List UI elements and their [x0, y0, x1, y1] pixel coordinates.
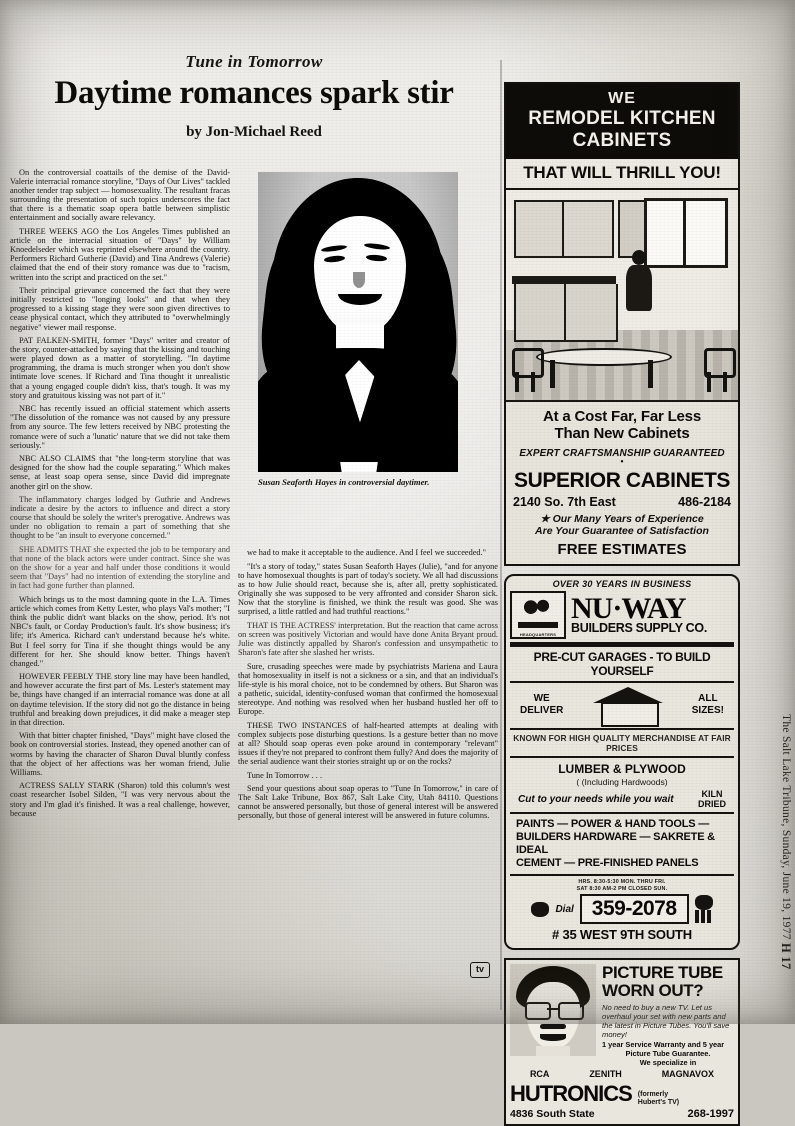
- chair-illustration: [704, 348, 730, 392]
- nuway-garage-row: [510, 683, 734, 730]
- ad-nuway-builders-supply[interactable]: [504, 574, 740, 950]
- paragraph: SHE ADMITS THAT she expected the job to be temporary and that none of the black actors were under contract. Since she was on the show for a year and half under those conditions it would seem that "Days" had no intention of extending the storyline and in fact had gone further than planned.: [10, 545, 230, 591]
- paragraph: ACTRESS SALLY STARK (Sharon) told this column's west coast researcher Isobel Silden, "I was very nervous about the story and I'm glad it's finished. It was a real challenge, however, because: [10, 781, 230, 818]
- folio-page-number: H 17: [779, 943, 793, 970]
- nuway-hardwoods-note: ( (Including Hardwoods): [576, 777, 668, 787]
- cabinet-experience-line2: Are Your Guarantee of Satisfaction: [535, 525, 709, 537]
- cabinet-experience-line1: ★ Our Many Years of Experience: [540, 513, 704, 525]
- brand-magnavox: MAGNAVOX: [661, 1069, 715, 1080]
- hutronics-contact-row: [510, 1108, 734, 1120]
- paragraph: THAT IS THE ACTRESS' interpretation. But the reaction that came across on screen was positively Victorian and would have done Anita Bryant proud. Julie was distinctly appalled by Sharon's confession and unsympathetic to Sharon's fate after she slashed her wrists.: [238, 620, 498, 657]
- cabinet-dot-divider: •: [620, 457, 624, 468]
- article-body: [10, 168, 510, 968]
- hutronics-formerly-line1: (formerly: [637, 1091, 669, 1099]
- paragraph: PAT FALKEN-SMITH, former "Days" writer and creator of the story, counter-attacked by saying that the kissing and touching were played down as a matter of storytelling. "In daytime programming, the drama is much stronger when you don't show intimate love scenes. If Richard and Tina thought it unrealistic that a young engaged couple didn't kiss, that's tough. It was my story and gratuitous kissing was not part of it.": [10, 336, 230, 400]
- nuway-street-address: # 35 WEST 9TH SOUTH: [552, 927, 692, 943]
- cabinet-phone[interactable]: 486-2184: [678, 495, 731, 509]
- photo-caption: Susan Seaforth Hayes in controversial daytimer.: [258, 477, 430, 487]
- nuway-list-line2: BUILDERS HARDWARE — SAKRETE & IDEAL: [516, 831, 715, 856]
- hutronics-brand-list: [510, 1069, 734, 1079]
- hutronics-formerly-line2: Hubert's TV): [637, 1099, 680, 1107]
- cabinet-experience-block: [506, 511, 738, 539]
- hutronics-formerly: [638, 1091, 679, 1107]
- paragraph: HOWEVER FEEBLY THE story line may have been handled, and however accurate the first part of Ms. Lester's statement may be, things have changed if an interracial romance was done at all on daytime television. If the story did not go the distance in being truthful and breaking down prejudices, it did make a meager step in that direction.: [10, 672, 230, 727]
- cabinet-line-remodel: REMODEL KITCHEN: [528, 108, 716, 129]
- nuway-deliver-block: [520, 693, 563, 717]
- tv-logo-icon: tv: [470, 962, 490, 978]
- nuway-kiln-line1: KILN: [701, 789, 723, 799]
- nuway-deliver-line1: WE: [533, 693, 550, 704]
- cabinet-line-we: WE: [608, 90, 636, 107]
- ad-hutronics[interactable]: [504, 958, 740, 1126]
- nuway-hours-line2: SAT 8:30 AM-2 PM CLOSED SUN.: [576, 885, 668, 892]
- nuway-dial-row: [506, 894, 738, 926]
- nuway-sizes-line2: SIZES!: [691, 705, 724, 716]
- paragraph: NBC ALSO CLAIMS that "the long-term storyline that was designed for the show had the couple separating." Which makes sense, at least soap opera sense, since David did impregnate another girl on the show.: [10, 454, 230, 491]
- nuway-lumber-heading: LUMBER & PLYWOOD: [558, 762, 686, 776]
- hutronics-warranty-line1: 1 year Service Warranty and 5 year: [602, 1040, 725, 1050]
- table-illustration: [536, 348, 668, 386]
- nuway-list-line1: PAINTS — POWER & HAND TOOLS —: [516, 818, 710, 830]
- person-figure-icon: [624, 250, 654, 328]
- nuway-logo-row: [506, 591, 738, 642]
- byline: by Jon-Michael Reed: [186, 124, 322, 141]
- nuway-precut-garages: PRE-CUT GARAGES - TO BUILD YOURSELF: [510, 647, 734, 683]
- nuway-hours: [506, 876, 738, 894]
- hutronics-warranty-line2: Picture Tube Guarantee.: [625, 1048, 711, 1058]
- nuway-business-name: NU·WAY: [571, 592, 686, 625]
- ad-superior-cabinets[interactable]: [504, 82, 740, 566]
- advertisement-rail: [504, 82, 740, 1126]
- nuway-deliver-line2: DELIVER: [520, 705, 564, 716]
- cabinet-craftsmanship-line: EXPERT CRAFTSMANSHIP GUARANTEED: [519, 448, 725, 459]
- cabinet-business-name: SUPERIOR CABINETS: [513, 469, 731, 492]
- hutronics-warranty: [602, 1041, 734, 1058]
- brand-zenith: ZENITH: [589, 1069, 622, 1080]
- nuway-sizes-line1: ALL: [698, 693, 718, 704]
- decorative-grid-icon: [695, 910, 713, 923]
- nuway-phone[interactable]: 359-2078: [580, 894, 689, 924]
- paragraph: Send your questions about soap operas to "Tune In Tomorrow," in care of The Salt Lake Tribune, Box 867, Salt Lake City, Utah 84110. Questions cannot be answered personally, but those of general interest will be answered personally, but those of general interest will be answered in future columns.: [238, 784, 498, 821]
- article-column-1: [10, 168, 230, 822]
- paragraph: Which brings us to the most damning quote in the L.A. Times article which comes from Ketty Lester, who plays Val's mother; "I think the public didn't want blacks on the show, period. It's not NBC's fault, or Corday Production's fault. It's show business; it's life; it's America. Richard can't understand because he's white. But I feel sorry for Tina if she thought things would be any different for her. She should know better. Things haven't changed.": [10, 595, 230, 668]
- hutronics-headline-line2: WORN OUT?: [602, 981, 704, 1001]
- paragraph: "It's a story of today," states Susan Seaforth Hayes (Julie), "and for anyone to have homosexual thoughts is part of today's society. We all had discussions as to how Julie should react, because she is, after all, pretty sophisticated. Originally she was supposed to be very affronted and consider Sharon sick. Now that the storyline is finished, we think the result was good. She was surprised, a little rattled and had truthful reactions.": [238, 561, 498, 617]
- hutronics-top-row: [510, 964, 734, 1067]
- nuway-cut-row: [510, 789, 734, 814]
- nuway-product-list: [510, 814, 734, 876]
- nuway-headquarters-badge-icon: [510, 591, 566, 639]
- nuway-over-30-years: OVER 30 YEARS IN BUSINESS: [552, 579, 692, 589]
- paragraph: we had to make it acceptable to the audience. And I feel we succeeded.": [247, 548, 487, 557]
- cabinet-free-estimates: FREE ESTIMATES: [557, 541, 687, 558]
- paragraph: THESE TWO INSTANCES of half-hearted attempts at dealing with complex subjects pose disturbing questions. Is a gesture better than no move at all? Should soap operas even poke around in contemporary "relevant" issues if they're not prepared to confront them fully? And does the majority of the serial audience want their stories straight up or on the rocks?: [238, 720, 498, 766]
- cabinet-line-cabinets: CABINETS: [572, 130, 672, 151]
- hutronics-business-name: HUTRONICS: [510, 1081, 632, 1107]
- paragraph: Their principal grievance concerned the fact that they were initially restricted to "longing looks" and that when they progressed to a kissing stage they were soon given directives to cease physical contact, which they attributed to "overwhelmingly negative" viewer mail response.: [10, 286, 230, 332]
- paragraph: Sure, crusading speeches were made by psychiatrists Mariena and Laura that homosexuality in itself is not a sickness or a sin, and that an individual's life-style is his moral choice, not to be condemned by others. But Sharon was a pathetic, suicidal, identity-confused woman that confirmed the homosexual stereotype. And nothing was resolved when her husband hustled her off to Europe.: [238, 661, 498, 716]
- decorative-blob-icon: [695, 895, 713, 910]
- nuway-quality-line: KNOWN FOR HIGH QUALITY MERCHANDISE AT FAIR PRICES: [510, 730, 734, 758]
- hutronics-phone[interactable]: 268-1997: [687, 1108, 734, 1121]
- paragraph: NBC has recently issued an official statement which asserts "The dissolution of the romance was not caused by any pressure from any source. The few letters received by NBC protesting the romance were of such a 'lunatic' nature that we did not take them seriously.": [10, 404, 230, 450]
- hutronics-address: 4836 South State: [510, 1108, 595, 1121]
- paragraph: THREE WEEKS AGO the Los Angeles Times published an article on the interracial situation of "Days" by William Knoedelseder which was reprinted elsewhere around the country. Performers Richard Gutherie (David) and Tina Andrews (Valerie) claimed that the end of their story romance was due to "racism, written into the script and practiced on the set.": [10, 227, 230, 282]
- nuway-kiln-dried: [698, 789, 726, 809]
- cabinet-thrill-line: THAT WILL THRILL YOU!: [506, 159, 738, 190]
- hutronics-specialize: We specialize in: [639, 1058, 697, 1068]
- page-folio: [778, 714, 793, 970]
- folio-publication: The Salt Lake Tribune, Sunday, June 19, 1977: [780, 714, 792, 940]
- nuway-hours-line1: HRS. 8:30-5:30 MON. THRU FRI.: [578, 879, 666, 885]
- nuway-kiln-line2: DRIED: [697, 799, 726, 809]
- nuway-cut-to-needs: Cut to your needs while you wait: [518, 793, 674, 805]
- hutronics-headline-line1: PICTURE TUBE: [602, 963, 723, 983]
- cabinet-contact-row: [506, 495, 738, 511]
- kitchen-illustration: [506, 190, 738, 402]
- nuway-list-line3: CEMENT — PRE-FINISHED PANELS: [516, 857, 699, 869]
- technician-portrait-icon: [510, 964, 596, 1056]
- nuway-dial-label: Dial: [555, 903, 574, 915]
- page-title: Daytime romances spark stir: [54, 75, 454, 111]
- chair-illustration: [512, 348, 538, 392]
- hutronics-body-copy: No need to buy a new TV. Let us overhaul your set with new parts and the latest in Picture Tubes. You'll save money!: [602, 1003, 730, 1040]
- decorative-blob-icon: [531, 902, 549, 917]
- paragraph: With that bitter chapter finished, "Days" might have closed the book on controversial stories. Instead, they opened another can of worms by having the character of Sharon Duval bluntly confess that the object of her affections was her woman friend, Julie Williams.: [10, 731, 230, 777]
- cabinet-address: 2140 So. 7th East: [513, 495, 616, 509]
- column-kicker: Tune in Tomorrow: [185, 52, 323, 71]
- nuway-sizes-block: [692, 693, 724, 717]
- paragraph: Tune In Tomorrow . . .: [247, 770, 323, 780]
- paragraph: The inflammatory charges lodged by Guthrie and Andrews indicate a desire by the actors to influence and direct a story course that should be solely the writer's prerogative. Andrews was under no obligation to remain a part of something that she thought to be "an insult to everyone concerned.": [10, 495, 230, 541]
- garage-house-icon: [593, 687, 663, 723]
- paragraph: On the controversial coattails of the demise of the David-Valerie interracial romance storyline, "Days of Our Lives" tackled another tender trap subject — homosexuality. The resultant fracas surrounding the presentation of such topics underscores the fact that there is a thematic soap opera battle between simplistic entertainment and socially aware relevancy.: [10, 168, 230, 223]
- hutronics-name-row: [510, 1081, 734, 1107]
- cabinet-cost-line1: At a Cost Far, Far Less: [543, 408, 701, 425]
- nuway-badge-caption: HEADQUARTERS: [519, 632, 557, 637]
- nuway-subtitle: BUILDERS SUPPLY CO.: [571, 621, 707, 635]
- article-header: [8, 52, 500, 141]
- brand-rca: RCA: [529, 1069, 550, 1080]
- cabinet-cost-line2: Than New Cabinets: [554, 425, 690, 442]
- article-column-2: [238, 548, 498, 825]
- cabinet-cost-line: [506, 402, 738, 444]
- cabinet-ad-banner: [506, 84, 738, 159]
